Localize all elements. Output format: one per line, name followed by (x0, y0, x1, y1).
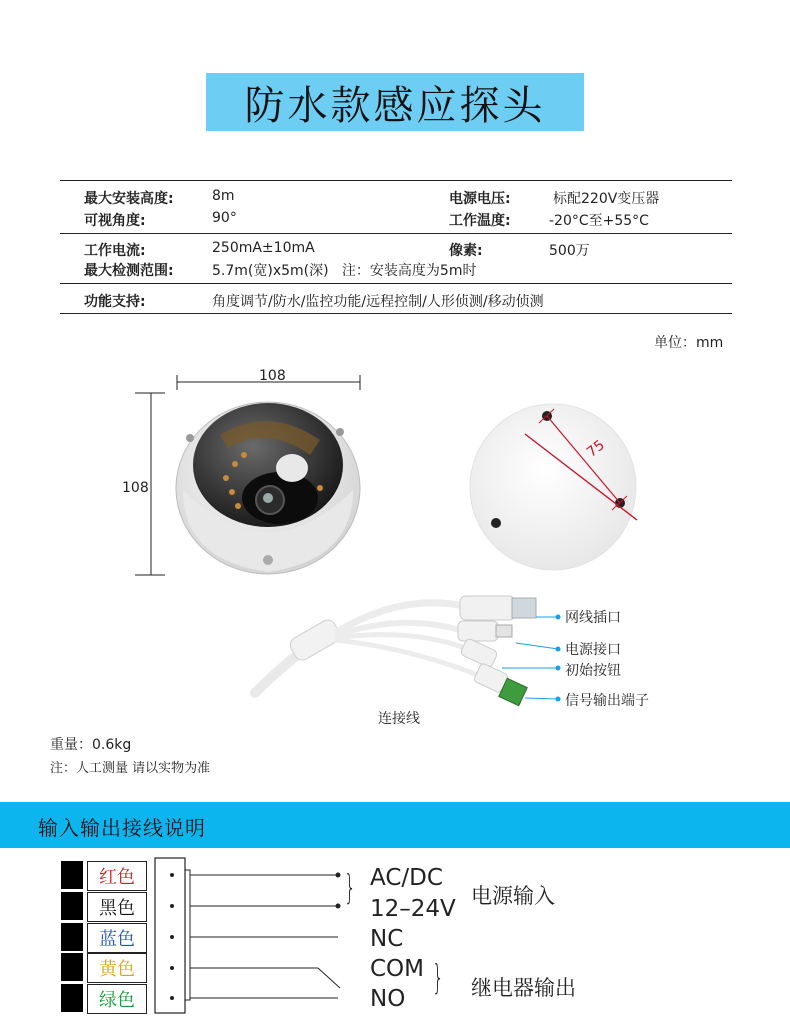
measure-note: 注：人工测量 请以实物为准 (50, 761, 211, 776)
cable-drawing (240, 588, 570, 718)
cable-label-network: 网线插口 (565, 610, 621, 626)
page-title: 防水款感应探头 (206, 73, 584, 131)
pixel-label: 像素: (449, 243, 483, 259)
work-current-label: 工作电流: (84, 243, 146, 259)
relay-output-label: 继电器输出 (471, 976, 576, 1000)
relay-brace: } (432, 958, 444, 998)
unit-label: 单位：mm (654, 335, 724, 351)
section-title: 输入输出接线说明 (38, 816, 206, 840)
nc-label: NC (370, 926, 404, 952)
work-temp-label: 工作温度: (449, 213, 511, 229)
weight-text: 重量：0.6kg (50, 737, 132, 753)
cable-label-reset: 初始按钮 (565, 663, 621, 679)
power-input-label: 电源输入 (471, 884, 555, 908)
install-height-label: 最大安装高度: (84, 191, 174, 207)
functions-label: 功能支持: (84, 294, 146, 310)
wire-label-black: 黑色 (87, 892, 147, 922)
camera-dimension-drawing (120, 360, 380, 590)
power-voltage-value: 标配220V变压器 (553, 191, 660, 207)
work-current-value: 250mA±10mA (212, 240, 315, 256)
height-dimension: 108 (122, 480, 149, 496)
work-temp-value: -20°C至+55°C (549, 213, 649, 229)
cable-caption: 连接线 (378, 711, 420, 727)
power-brace: } (344, 868, 356, 908)
table-rule-3 (60, 283, 732, 284)
power-voltage-label: 电源电压: (449, 191, 511, 207)
detect-range-label: 最大检测范围: (84, 263, 174, 279)
com-label: COM (370, 956, 425, 982)
cable-label-signal: 信号输出端子 (565, 693, 649, 709)
view-angle-value: 90° (212, 210, 237, 226)
voltage-label: 12–24V (370, 896, 456, 922)
table-rule-top (60, 180, 732, 181)
view-angle-label: 可视角度: (84, 213, 146, 229)
wire-label-blue: 蓝色 (87, 923, 147, 953)
detect-range-value: 5.7m(宽)x5m(深) 注：安装高度为5m时 (212, 263, 477, 279)
cable-label-power: 电源接口 (565, 642, 621, 658)
table-rule-bottom (60, 313, 732, 314)
hole-distance-dimension: 75 (583, 437, 608, 461)
wire-label-red: 红色 (87, 861, 147, 891)
wiring-diagram (150, 850, 360, 1020)
functions-value: 角度调节/防水/监控功能/远程控制/人形侦测/移动侦测 (212, 294, 544, 310)
wire-label-green: 绿色 (87, 984, 147, 1014)
acdc-label: AC/DC (370, 865, 443, 891)
width-dimension: 108 (259, 368, 286, 384)
wire-label-yellow: 黄色 (87, 953, 147, 983)
no-label: NO (370, 986, 406, 1012)
table-rule-2 (60, 233, 732, 234)
base-dimension-drawing (465, 400, 645, 580)
pixel-value: 500万 (549, 243, 590, 259)
install-height-value: 8m (212, 188, 235, 204)
